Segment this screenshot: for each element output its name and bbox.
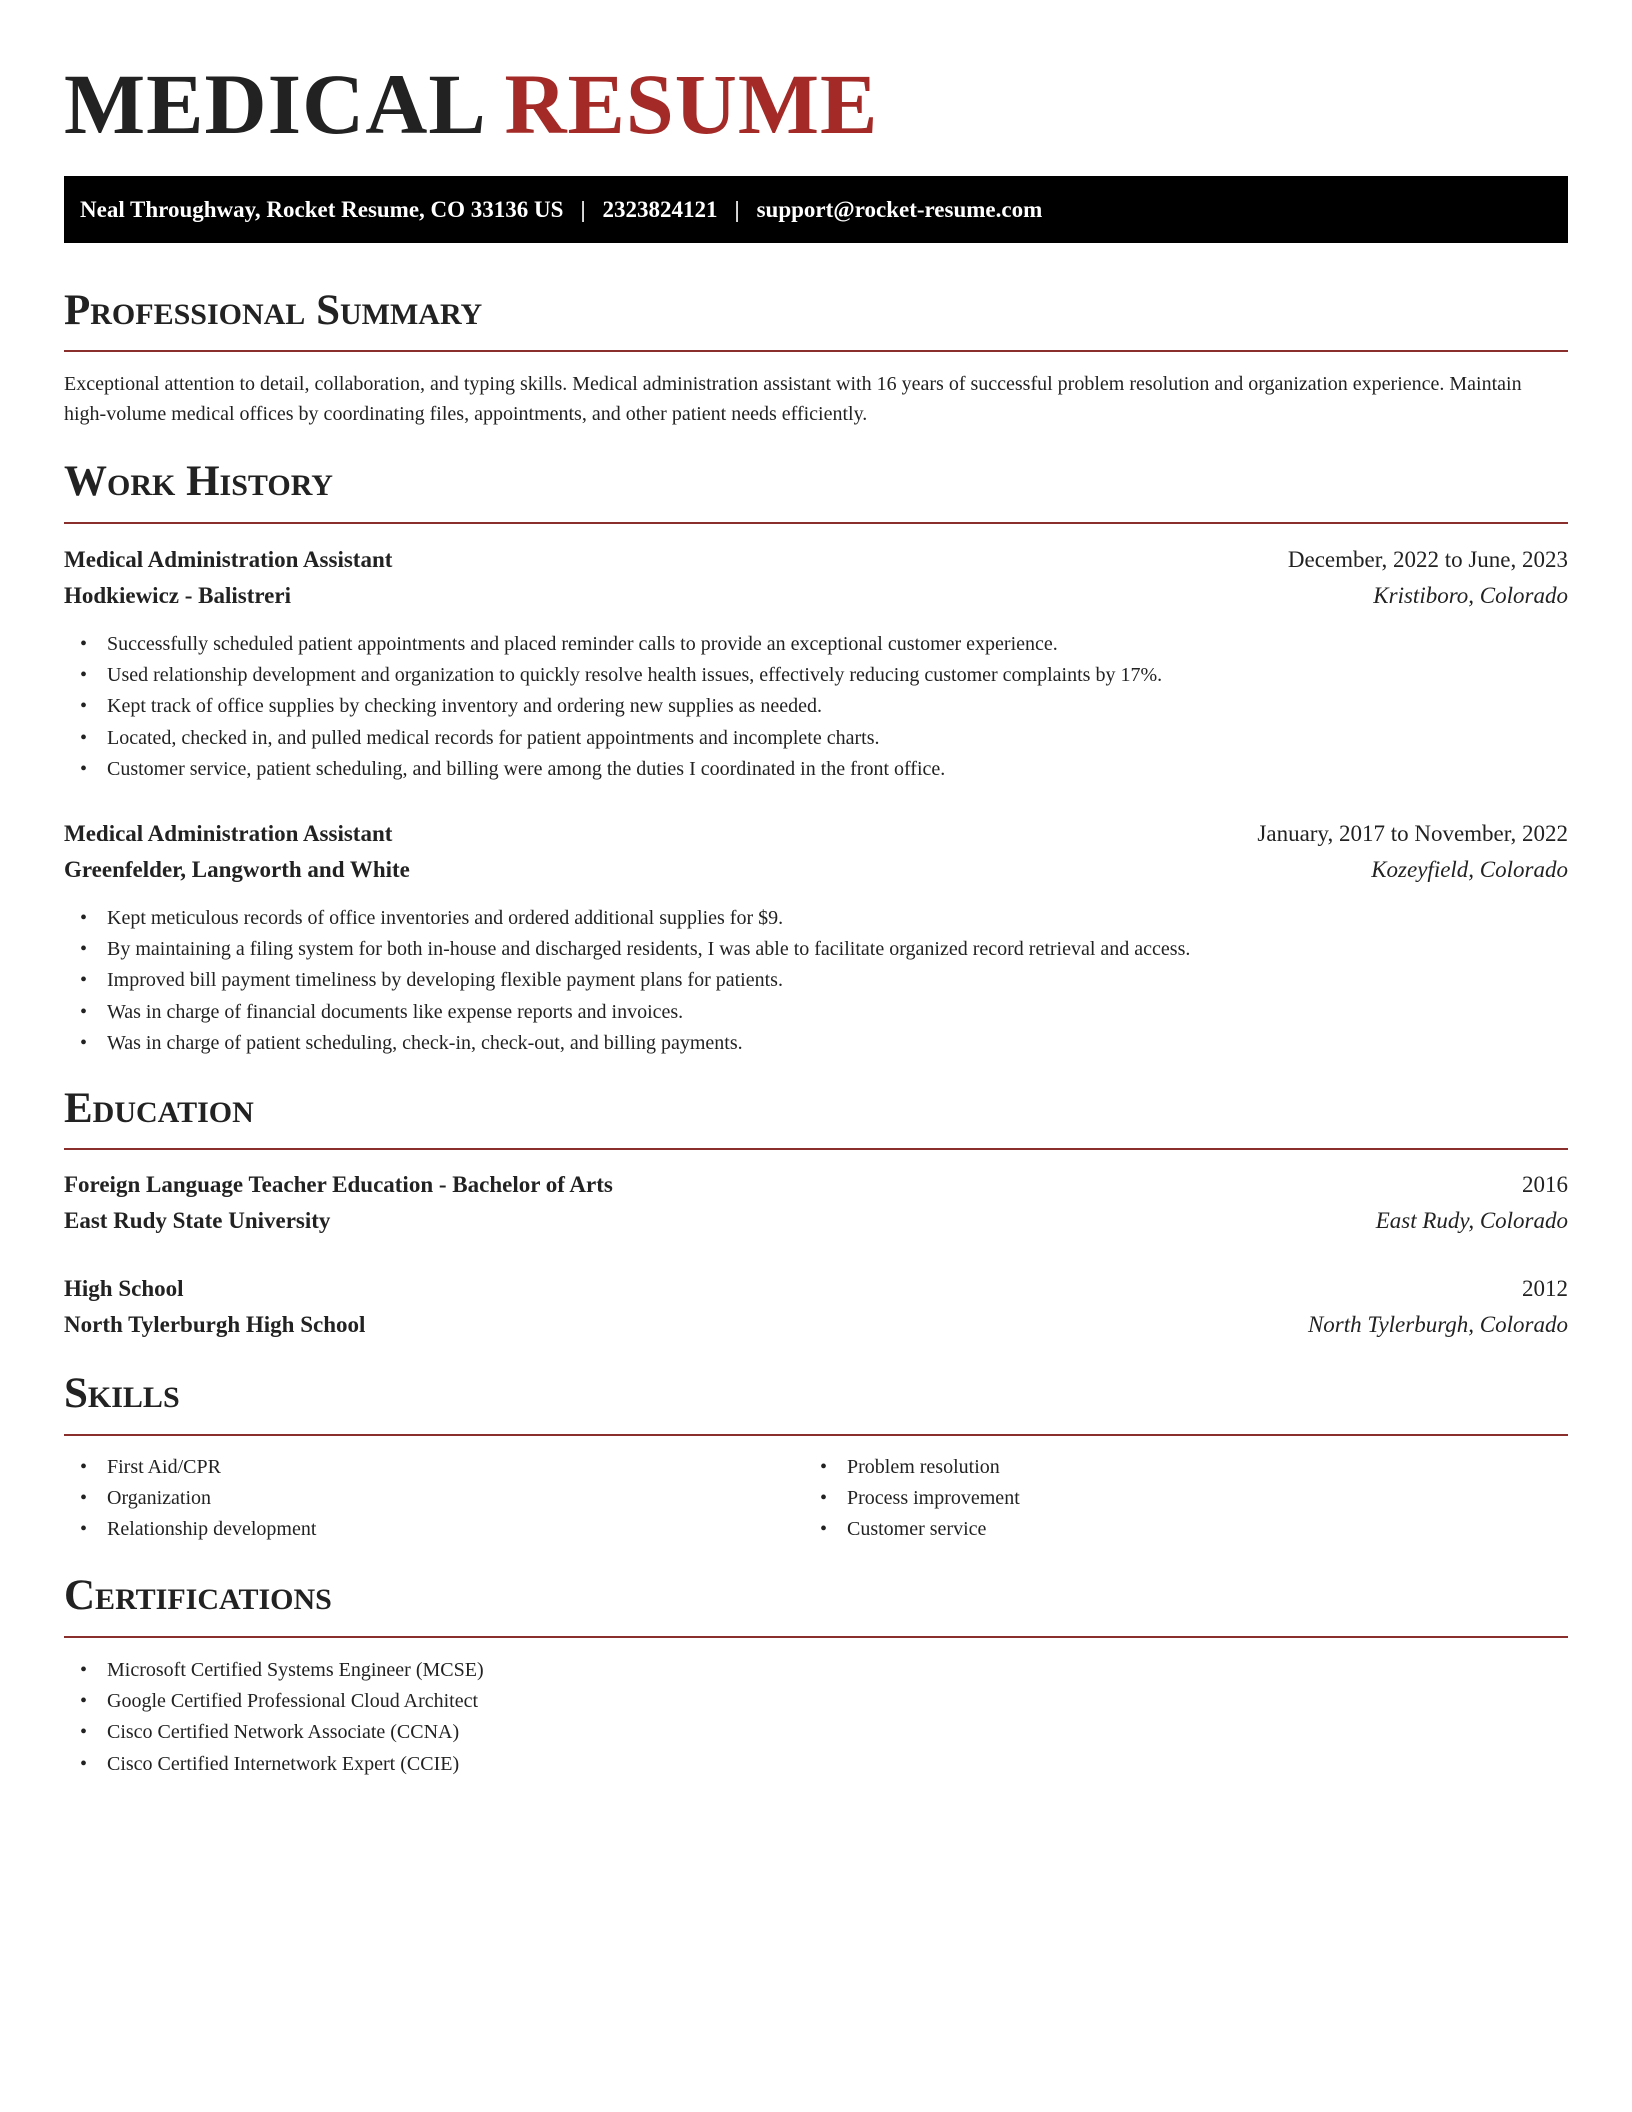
list-item: • Improved bill payment timeliness by developing flexible payment plans for patients. xyxy=(64,965,1190,996)
skill-item: • Process improvement xyxy=(804,1483,1020,1514)
job-company: Greenfelder, Langworth and White xyxy=(64,857,410,882)
list-item: • Kept track of office supplies by checking inventory and ordering new supplies as needed. xyxy=(64,691,1162,722)
resume-title xyxy=(64,54,878,154)
skill-item: • Customer service xyxy=(804,1514,1020,1545)
education-heading: Education xyxy=(64,1085,254,1132)
job-header xyxy=(64,542,1568,578)
contact-bar xyxy=(64,176,1568,243)
list-item: • Located, checked in, and pulled medical records for patient appointments and incomplete charts. xyxy=(64,723,1162,754)
education-school: North Tylerburgh High School xyxy=(64,1312,366,1337)
certification-item: • Cisco Certified Internetwork Expert (CCIE) xyxy=(64,1749,484,1780)
contact-phone: 2323824121 xyxy=(602,196,718,222)
job-employer xyxy=(64,852,1568,888)
skill-item: • Organization xyxy=(64,1483,316,1514)
work-history-heading: Work History xyxy=(64,458,333,505)
contact-separator: | xyxy=(580,196,586,222)
education-school-row xyxy=(64,1307,1568,1343)
skills-list-right xyxy=(804,1452,1020,1546)
list-item: • Used relationship development and organization to quickly resolve health issues, effectively reducing customer complaints by 17%. xyxy=(64,660,1162,691)
job-location: Kozeyfield, Colorado xyxy=(1371,857,1568,882)
section-divider xyxy=(64,1148,1568,1150)
job-dates: December, 2022 to June, 2023 xyxy=(1287,547,1568,572)
certifications-list xyxy=(64,1655,484,1780)
job-location: Kristiboro, Colorado xyxy=(1373,583,1568,608)
education-degree: High School xyxy=(64,1276,184,1301)
education-year: 2012 xyxy=(1522,1276,1568,1301)
education-header xyxy=(64,1271,1568,1307)
job-employer xyxy=(64,578,1568,614)
job-duties-list xyxy=(64,629,1162,785)
education-degree: Foreign Language Teacher Education - Bachelor of Arts xyxy=(64,1172,613,1197)
education-header xyxy=(64,1167,1568,1203)
list-item: • Successfully scheduled patient appointments and placed reminder calls to provide an exceptional customer experience. xyxy=(64,629,1162,660)
title-accent: RESUME xyxy=(504,56,879,152)
job-title: Medical Administration Assistant xyxy=(64,821,393,846)
section-divider xyxy=(64,522,1568,524)
list-item: • Kept meticulous records of office inventories and ordered additional supplies for $9. xyxy=(64,903,1190,934)
job-title: Medical Administration Assistant xyxy=(64,547,393,572)
contact-address: Neal Throughway, Rocket Resume, CO 33136 US xyxy=(80,196,564,222)
list-item: • By maintaining a filing system for both in-house and discharged residents, I was able to facilitate organized record retrieval and access. xyxy=(64,934,1190,965)
section-divider xyxy=(64,350,1568,352)
certifications-heading: Certifications xyxy=(64,1572,332,1619)
skills-list-left xyxy=(64,1452,316,1546)
summary-heading: Professional Summary xyxy=(64,287,483,334)
list-item: • Was in charge of financial documents like expense reports and invoices. xyxy=(64,997,1190,1028)
education-year: 2016 xyxy=(1522,1172,1568,1197)
certification-item: • Cisco Certified Network Associate (CCNA) xyxy=(64,1717,484,1748)
education-location: North Tylerburgh, Colorado xyxy=(1307,1312,1568,1337)
job-company: Hodkiewicz - Balistreri xyxy=(64,583,291,608)
summary-text: Exceptional attention to detail, collaboration, and typing skills. Medical administration assistant with 16 years of successful problem resolution and organization experience. Maintain high-volume medical offices by coordinating files, appointments, and other patient needs efficiently. xyxy=(64,373,1522,425)
job-duties-list xyxy=(64,903,1190,1059)
skill-item: • Relationship development xyxy=(64,1514,316,1545)
section-divider xyxy=(64,1636,1568,1638)
list-item: • Was in charge of patient scheduling, check-in, check-out, and billing payments. xyxy=(64,1028,1190,1059)
education-school: East Rudy State University xyxy=(64,1208,331,1233)
certification-item: • Google Certified Professional Cloud Architect xyxy=(64,1686,484,1717)
job-dates: January, 2017 to November, 2022 xyxy=(1257,821,1568,846)
contact-email: support@rocket-resume.com xyxy=(756,196,1043,222)
contact-separator: | xyxy=(734,196,740,222)
education-school-row xyxy=(64,1203,1568,1239)
certification-item: • Microsoft Certified Systems Engineer (MCSE) xyxy=(64,1655,484,1686)
education-location: East Rudy, Colorado xyxy=(1375,1208,1568,1233)
job-header xyxy=(64,816,1568,852)
skill-item: • Problem resolution xyxy=(804,1452,1020,1483)
title-primary: MEDICAL xyxy=(64,56,482,152)
section-divider xyxy=(64,1434,1568,1436)
list-item: • Customer service, patient scheduling, and billing were among the duties I coordinated in the front office. xyxy=(64,754,1162,785)
skills-heading: Skills xyxy=(64,1370,180,1417)
skill-item: • First Aid/CPR xyxy=(64,1452,316,1483)
